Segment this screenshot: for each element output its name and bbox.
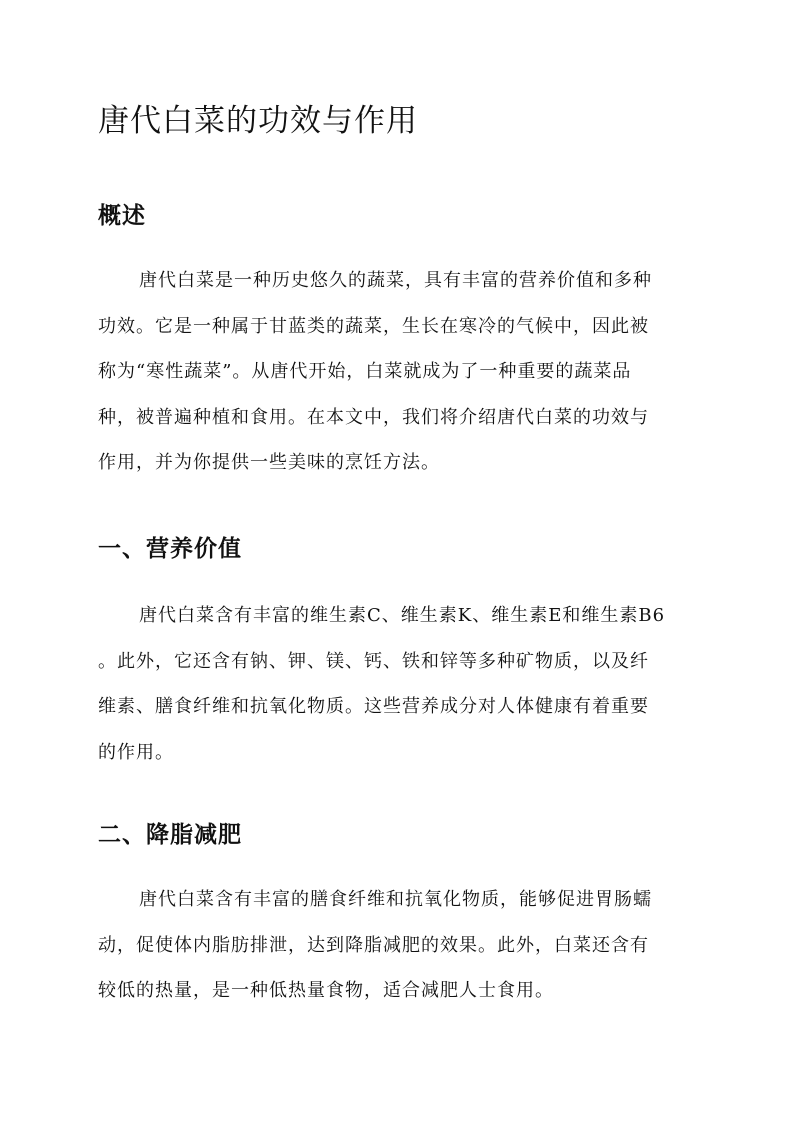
- section-heading-fat-reduction: 二、降脂减肥: [98, 821, 242, 848]
- section-overview-paragraph: [98, 258, 702, 486]
- paragraph-line: 维素、膳食纤维和抗氧化物质。这些营养成分对人体健康有着重要: [98, 696, 649, 717]
- paragraph-line: 功效。它是一种属于甘蓝类的蔬菜，生长在寒冷的气候中，因此被: [98, 315, 649, 337]
- section-fat-reduction-paragraph: [98, 877, 702, 1014]
- paragraph-line: 作用，并为你提供一些美味的烹饪方法。: [98, 452, 440, 473]
- paragraph-line: 种，被普遍种植和食用。在本文中，我们将介绍唐代白菜的功效与: [98, 406, 649, 428]
- paragraph-line: 较低的热量，是一种低热量食物，适合减肥人士食用。: [98, 980, 554, 1001]
- paragraph-line: 的作用。: [98, 741, 174, 763]
- paragraph-line: 动，促使体内脂肪排泄，达到降脂减肥的效果。此外，白菜还含有: [98, 934, 649, 956]
- section-heading-overview: 概述: [98, 202, 146, 229]
- paragraph-line: 唐代白菜是一种历史悠久的蔬菜，具有丰富的营养价值和多种: [139, 270, 652, 291]
- paragraph-line: 称为“寒性蔬菜”。从唐代开始，白菜就成为了一种重要的蔬菜品: [98, 361, 632, 382]
- paragraph-line: 唐代白菜含有丰富的维生素C、维生素K、维生素E和维生素B6: [139, 605, 666, 626]
- document-title: 唐代白菜的功效与作用: [98, 103, 418, 139]
- section-nutrition-paragraph: [98, 593, 702, 775]
- paragraph-line: 。此外，它还含有钠、钾、镁、钙、铁和锌等多种矿物质，以及纤: [98, 650, 649, 672]
- paragraph-line: 唐代白菜含有丰富的膳食纤维和抗氧化物质，能够促进胃肠蠕: [139, 889, 652, 910]
- section-heading-nutrition: 一、营养价值: [98, 535, 242, 562]
